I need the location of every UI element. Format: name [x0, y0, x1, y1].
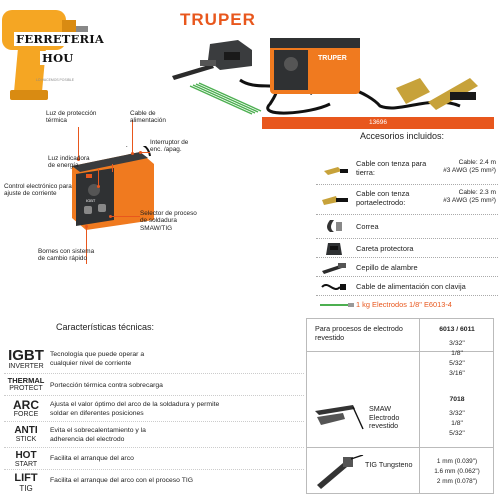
row-6013-4: 3/16" [449, 370, 465, 377]
callout-bornes: Bornes con sistema de cambio rápido [38, 248, 95, 263]
table-header-left: Para procesos de electrodo revestido [315, 324, 403, 342]
power-cord-icon [320, 280, 350, 294]
accessory-electrodes [316, 297, 498, 313]
arc-force-icon: ARC FORCE [13, 398, 39, 418]
accessory-wire-brush: Cepillo de alambre [316, 258, 498, 277]
row-tig-3: 2 mm (0.078") [436, 478, 478, 485]
svg-text:IGBT: IGBT [86, 198, 96, 203]
logo-line2: HOU [40, 51, 76, 65]
accessory-strap: Correa [316, 215, 498, 239]
row-6013-3: 5/32" [449, 360, 465, 367]
callout-selector: Selector de proceso de soldadura SMAW/TIG [140, 210, 197, 232]
lift-tig-icon: LIFT TIG [14, 472, 38, 493]
store-logo [14, 32, 104, 70]
feature-anti-stick: ANTI STICK Evita el sobrecalentamiento y la adherencia del electrodo [4, 424, 304, 448]
process-table [306, 318, 494, 494]
wire-brush-icon [320, 261, 350, 275]
feature-arc-force: ARC FORCE Ajusta el valor óptimo del arco de la soldadura y permite soldar en diferentes posiciones [4, 398, 304, 422]
row-7018-3: 5/32" [449, 430, 465, 437]
table-header-right: 6013 / 6011 [439, 326, 475, 333]
electrodes-text: 1 kg Electrodos 1/8" E6013-4 [356, 300, 452, 309]
smaw-holder-icon [313, 403, 365, 433]
ground-clamp-icon [320, 163, 350, 177]
face-shield-icon [320, 242, 350, 256]
row-6013-2: 1/8" [451, 350, 463, 357]
row-7018-1: 3/32" [449, 410, 465, 417]
row-7018-2: 1/8" [451, 420, 463, 427]
feature-igbt: IGBT INVERTER Tecnología que puede operar a cualquier nivel de corriente [4, 346, 304, 374]
accessories-title: Accesorios incluidos: [360, 131, 445, 141]
smaw-label: SMAW Electrodo revestido [369, 404, 400, 431]
feature-lift-tig: LIFT TIG Facilita el arranque del arco con el proceso TIG [4, 472, 304, 494]
strap-icon [320, 219, 350, 233]
anti-stick-icon: ANTI STICK [14, 425, 38, 443]
igbt-icon: IGBT INVERTER [8, 347, 44, 370]
model-code-bar: 13696 [262, 117, 494, 129]
thermal-protect-icon: THERMAL PROTECT [7, 376, 45, 392]
electrode-rod-icon [320, 301, 354, 309]
tig-label: TIG Tungsteno [365, 460, 413, 469]
features-title: Características técnicas: [56, 322, 155, 332]
callout-luz-indicadora: Luz indicadora de energía [48, 155, 90, 170]
accessory-power-cord: Cable de alimentación con clavija [316, 277, 498, 296]
brand-name: TRUPER [180, 10, 256, 29]
row-6013-1: 3/32" [449, 340, 465, 347]
callout-luz-proteccion: Luz de protección térmica [46, 110, 97, 125]
feature-hot-start: HOT START Facilita el arranque del arco [4, 450, 304, 470]
tig-torch-icon [313, 455, 365, 489]
accessory-ground-cable: Cable con tenza para tierra: Cable: 2.4 m #3 AWG (25 mm²) [316, 155, 498, 185]
hot-start-icon: HOT START [14, 450, 38, 468]
logo-line1: FERRETERIA [16, 32, 104, 46]
accessory-face-shield: Careta protectora [316, 239, 498, 258]
electrode-holder-icon [320, 193, 350, 207]
callout-interruptor: Interruptor de enc. /apag. [150, 139, 189, 154]
callout-cable-alimentacion: Cable de alimentación [130, 110, 166, 125]
machine-brand-text: TRUPER [318, 55, 347, 62]
code-7018: 7018 [449, 396, 465, 403]
logo-tagline: LO HACEMOS POSIBLE [36, 78, 75, 82]
callout-control-electronico: Control electrónico para ajuste de corriente [4, 183, 72, 198]
accessory-electrode-cable: Cable con tenza portaelectrodo: Cable: 2.3 m #3 AWG (25 mm²) [316, 185, 498, 215]
row-tig-1: 1 mm (0.039") [436, 458, 478, 465]
row-tig-2: 1.6 mm (0.062") [434, 468, 480, 475]
product-kit-image [160, 34, 495, 118]
feature-thermal: THERMAL PROTECT Portección térmica contra sobrecarga [4, 376, 304, 396]
